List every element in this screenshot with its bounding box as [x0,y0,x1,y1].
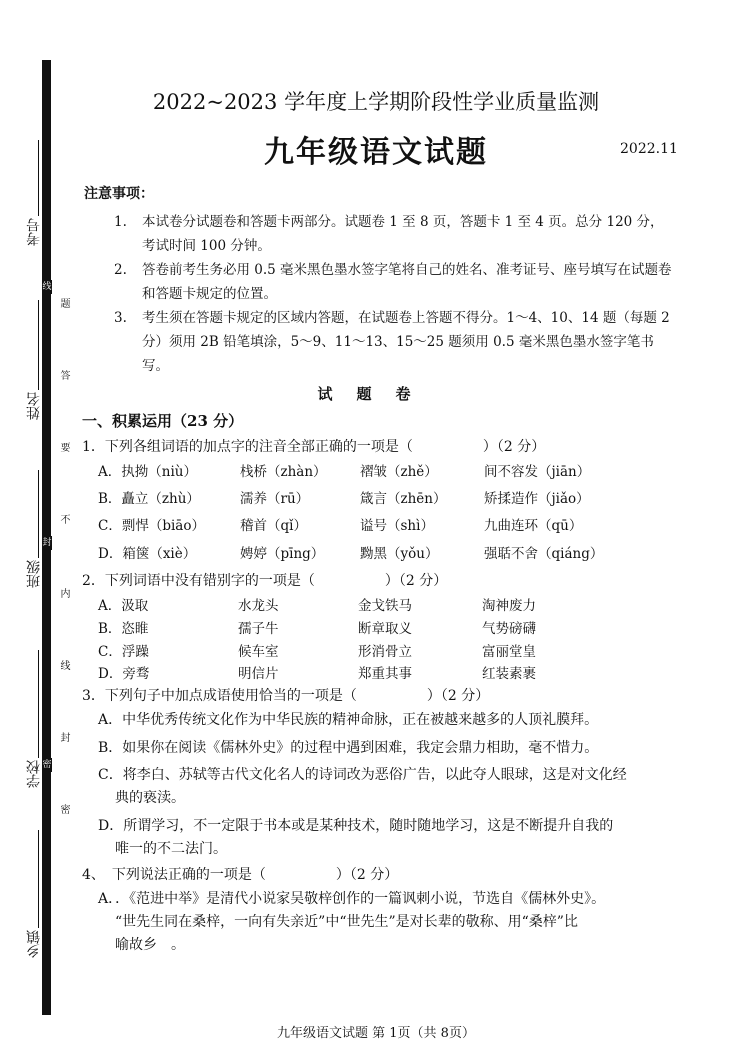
q3-option-c-cont: 典的亵渎。 [115,790,185,806]
q1-option: 栈桥（zhàn） [240,464,327,480]
margin-mark: 密 [58,804,69,814]
q1-option: 强聒不舍（qiáng） [484,546,604,562]
notice-item [114,258,674,306]
q1-option: 濡养（rū） [240,491,310,507]
town-blank [38,830,39,928]
q3-option-d: D．所谓学习，不一定限于书本或是某种技术，随时随地学习，这是不断提升自我的 [98,818,614,834]
notice-item-text: 本试卷分试题卷和答题卡两部分。试题卷 1 至 8 页，答题卡 1 至 4 页。总分 120 分，考试时间 100 分钟。 [142,214,664,254]
margin-mark: 内 [58,588,69,598]
q3-option-d-cont: 唯一的不二法门。 [115,841,227,857]
seal-box-secret: 密 [42,760,52,770]
q1-option: 箴言（zhēn） [360,491,447,507]
section-title: 试题卷 [317,385,435,403]
seal-box-line: 线 [42,282,52,292]
q2-option: 形消骨立 [358,644,412,660]
margin-label-exam-number: 考号 [26,218,42,246]
margin-mark: 答 [58,370,69,380]
notice-item-text: 答卷前考生务必用 0.5 毫米黑色墨水签字笔将自己的姓名、准考证号、座号填写在试题卷和答题卡规定的位置。 [142,262,672,302]
q4-option-a-cont: “世先生同在桑梓，一向有失亲近”中“世先生”是对长辈的敬称、用“桑梓”比 [115,914,578,930]
q2-option: 金戈铁马 [358,598,412,614]
page-footer: 九年级语文试题 第 1页（共 8页） [277,1026,475,1041]
q1-option: C．剽悍（biāo） [98,518,205,534]
question-2-stem: 2．下列词语中没有错别字的一项是（ ）（2 分） [82,573,448,589]
q3-option-c: C．将李白、苏轼等古代文化名人的诗词改为恶俗广告，以此夺人眼球，这是对文化经 [98,767,627,783]
q2-option: 候车室 [238,644,279,660]
class-blank [38,470,39,558]
question-4-stem: 4、 下列说法正确的一项是（ ）（2 分） [82,867,399,883]
q1-option: 间不容发（jiān） [484,464,591,480]
q2-option: 断章取义 [358,621,412,637]
q1-option: 九曲连环（qū） [484,518,583,534]
q1-option: B．矗立（zhù） [98,491,200,507]
notice-item-number: 1. [114,214,127,230]
exam-subtitle: 九年级语文试题 [264,135,488,170]
q1-option: 娉婷（pīng） [240,546,325,562]
q1-option: 褶皱（zhě） [360,464,438,480]
margin-label-class: 班级 [26,560,42,588]
q2-option: 淘神废力 [482,598,536,614]
q2-option: 气势磅礴 [482,621,536,637]
q2-option: D．旁骛 [98,666,150,682]
q2-option: B．恣睢 [98,621,149,637]
notice-heading: 注意事项： [84,186,154,202]
notice-item [114,306,674,378]
margin-mark: 线 [58,660,69,670]
q2-option: 郑重其事 [358,666,412,682]
q2-option: A．汲取 [98,598,149,614]
q1-option: A．执拗（niù） [98,464,197,480]
notice-item-number: 3. [114,310,127,326]
q1-option: 矫揉造作（jiǎo） [484,491,590,507]
margin-label-name: 姓名 [26,392,42,420]
question-3-stem: 3．下列句子中加点成语使用恰当的一项是（ ）（2 分） [82,688,490,704]
q3-option-b: B．如果你在阅读《儒林外史》的过程中遇到困难，我定会鼎力相助，毫不惜力。 [98,740,599,756]
margin-mark: 封 [58,732,69,742]
q1-option: 谥号（shì） [360,518,434,534]
q1-option: D．箱箧（xiè） [98,546,197,562]
q4-option-a: A．．《范进中举》是清代小说家吴敬梓创作的一篇讽刺小说，节选自《儒林外史》。 [98,891,606,907]
margin-mark: 不 [58,514,69,524]
notice-item [114,210,674,258]
q4-option-a-cont: 喻故乡 。 [115,937,185,953]
notice-item-number: 2. [114,262,127,278]
q2-option: 红装素裹 [482,666,536,682]
part-heading: 一、积累运用（23 分） [82,412,244,430]
q2-option: 水龙头 [238,598,279,614]
q2-option: 孺子牛 [238,621,279,637]
school-blank [38,650,39,758]
q2-option: 富丽堂皇 [482,644,536,660]
margin-mark: 要 [58,442,69,452]
notice-item-text: 考生须在答题卡规定的区域内答题，在试题卷上答题不得分。1～4、10、14 题（每题 2 分）须用 2B 铅笔填涂，5～9、11～13、15～25 题须用 0.5 毫米黑色墨水签字笔书写。 [142,310,670,374]
q1-option: 稽首（qǐ） [240,518,307,534]
seal-box-seal: 封 [42,538,52,548]
name-blank [38,300,39,390]
exam-title: 2022~2023 学年度上学期阶段性学业质量监测 [152,90,600,114]
q1-option: 黝黑（yǒu） [360,546,439,562]
exam-date: 2022.11 [620,141,678,157]
q3-option-a: A．中华优秀传统文化作为中华民族的精神命脉，正在被越来越多的人顶礼膜拜。 [98,712,599,728]
q2-option: C．浮躁 [98,644,149,660]
margin-label-school: 学校 [26,760,42,788]
question-1-stem: 1．下列各组词语的加点字的注音全部正确的一项是（ ）（2 分） [82,439,546,455]
q2-option: 明信片 [238,666,279,682]
margin-mark: 题 [58,298,69,308]
margin-label-town: 乡镇 [26,930,42,958]
